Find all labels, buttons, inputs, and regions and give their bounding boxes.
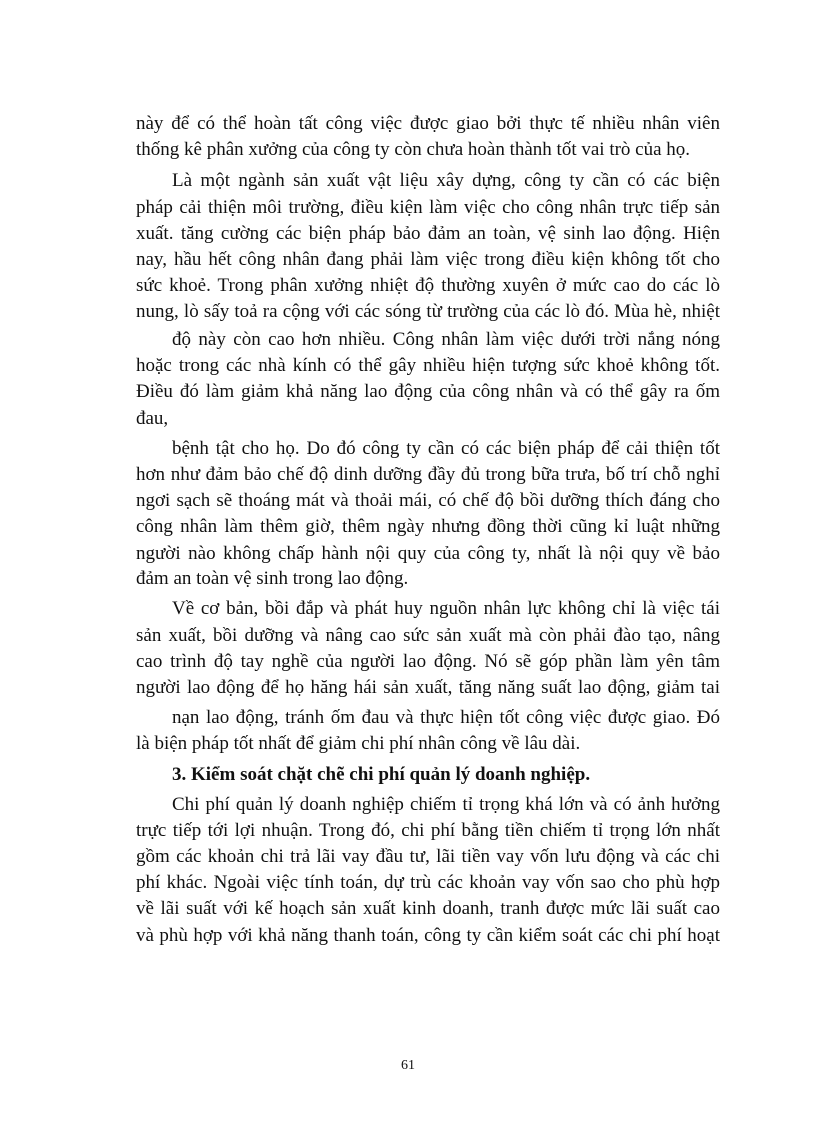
text-line: gồm các khoản chi trả lãi vay đầu tư, lãi tiền vay vốn lưu động và các chi [136, 846, 720, 867]
text-line: Điều đó làm giảm khả năng lao động của công nhân và có thể gây ra ốm [136, 381, 720, 402]
text-line: trực tiếp tới lợi nhuận. Trong đó, chi phí bằng tiền chiếm tỉ trọng lớn nhất [136, 820, 720, 841]
text-line: nung, lò sấy toả ra cộng với các sóng từ trường của các lò đó. Mùa hè, nhiệt [136, 301, 720, 322]
text-line: xuất. tăng cường các biện pháp bảo đảm an toàn, vệ sinh lao động. Hiện [136, 223, 720, 244]
text-line: sức khoẻ. Trong phân xưởng nhiệt độ thường xuyên ở mức cao do các lò [136, 275, 720, 296]
text-line: bệnh tật cho họ. Do đó công ty cần có các biện pháp để cải thiện tốt [172, 438, 720, 459]
text-line: phí khác. Ngoài việc tính toán, dự trù các khoản vay vốn sao cho phù hợp [136, 872, 720, 893]
text-line: người lao động để họ hăng hái sản xuất, tăng năng suất lao động, giảm tai [136, 677, 720, 698]
text-line: nay, hầu hết công nhân đang phải làm việc trong điều kiện không tốt cho [136, 249, 720, 270]
text-line: đảm an toàn vệ sinh trong lao động. [136, 568, 409, 589]
text-line: và phù hợp với khả năng thanh toán, công ty cần kiểm soát các chi phí hoạt [136, 925, 720, 946]
text-line: công nhân làm thêm giờ, thêm ngày nhưng đồng thời cũng kỉ luật những [136, 516, 720, 537]
text-line: người nào không chấp hành nội quy của công ty, nhất là nội quy về bảo [136, 543, 720, 564]
text-line: thống kê phân xưởng của công ty còn chưa hoàn thành tốt vai trò của họ. [136, 139, 691, 160]
text-line: độ này còn cao hơn nhiều. Công nhân làm việc dưới trời nắng nóng [172, 329, 720, 350]
text-line: pháp cải thiện môi trường, điều kiện làm việc cho công nhân trực tiếp sản [136, 197, 720, 218]
text-line: cao trình độ tay nghề của người lao động. Nó sẽ góp phần làm yên tâm [136, 651, 720, 672]
text-line: là biện pháp tốt nhất để giảm chi phí nhân công về lâu dài. [136, 733, 581, 754]
text-line: hoặc trong các nhà kính có thể gây nhiều hiện tượng sức khoẻ không tốt. [136, 355, 720, 376]
text-line: Chi phí quản lý doanh nghiệp chiếm tỉ trọng khá lớn và có ảnh hưởng [172, 794, 720, 815]
text-line: sản xuất, bồi dưỡng và nâng cao sức sản xuất mà còn phải đào tạo, nâng [136, 625, 720, 646]
text-line: đau, [136, 408, 169, 429]
text-line: hơn như đảm bảo chế độ dinh dưỡng đầy đủ trong bữa trưa, bố trí chỗ nghỉ [136, 464, 720, 485]
text-line: Về cơ bản, bồi đắp và phát huy nguồn nhân lực không chỉ là việc tái [172, 598, 720, 619]
text-line: này để có thể hoàn tất công việc được giao bởi thực tế nhiều nhân viên [136, 113, 720, 134]
text-line: nạn lao động, tránh ốm đau và thực hiện tốt công việc được giao. Đó [172, 707, 720, 728]
section-heading: 3. Kiểm soát chặt chẽ chi phí quản lý doanh nghiệp. [172, 764, 591, 785]
text-line: ngơi sạch sẽ thoáng mát và thoải mái, có chế độ bồi dưỡng thích đáng cho [136, 490, 720, 511]
page-number: 61 [401, 1058, 415, 1073]
text-line: về lãi suất với kế hoạch sản xuất kinh doanh, tranh được mức lãi suất cao [136, 898, 720, 919]
text-line: Là một ngành sản xuất vật liệu xây dựng, công ty cần có các biện [172, 170, 720, 191]
